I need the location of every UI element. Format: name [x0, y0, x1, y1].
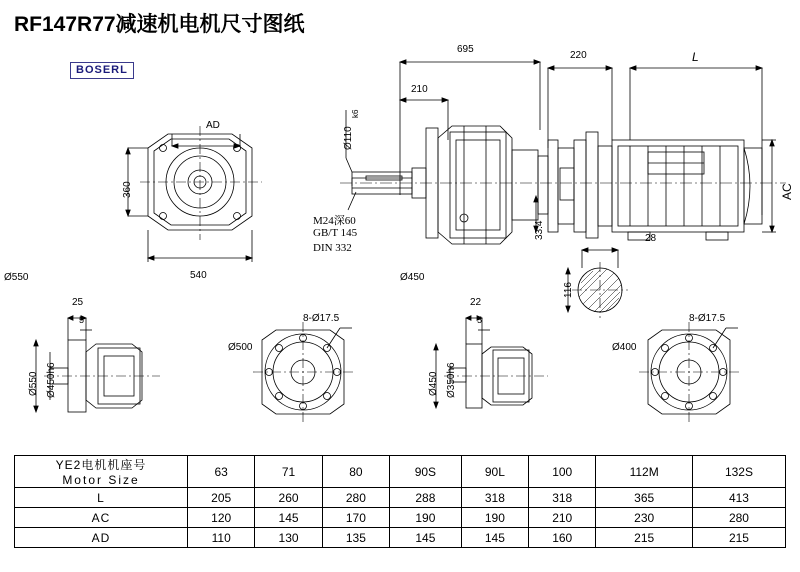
- dimension-28: 28: [645, 233, 657, 244]
- cell-AD-4: 145: [461, 528, 528, 548]
- table-col-0: 63: [188, 456, 255, 488]
- diameter-550-left: Ø550: [28, 371, 39, 396]
- bolt-holes-right: 8-Ø17.5: [689, 313, 726, 324]
- cell-AD-1: 130: [255, 528, 322, 548]
- thread-note-din332: DIN 332: [313, 242, 352, 254]
- cell-AC-2: 170: [322, 508, 389, 528]
- cell-AC-3: 190: [390, 508, 462, 528]
- dimension-AC: AC: [780, 183, 794, 200]
- table-col-4: 90L: [461, 456, 528, 488]
- table-col-3: 90S: [390, 456, 462, 488]
- row-label-AD: AD: [15, 528, 188, 548]
- page-title: RF147R77减速机电机尺寸图纸: [14, 13, 305, 36]
- brand-logo: BOSERL: [70, 62, 134, 79]
- cell-AC-4: 190: [461, 508, 528, 528]
- table-row: [15, 508, 786, 528]
- cell-L-1: 260: [255, 488, 322, 508]
- flange-diameter-550: Ø550: [4, 272, 29, 283]
- diameter-400: Ø400: [612, 342, 637, 353]
- dimension-116: 116: [563, 282, 574, 298]
- shaft-diameter-110: Ø110: [343, 126, 354, 150]
- dimension-210: 210: [411, 84, 428, 95]
- table-row: [15, 528, 786, 548]
- diameter-450-right: Ø450: [428, 371, 439, 396]
- table-col-2: 80: [322, 456, 389, 488]
- cell-AC-7: 280: [692, 508, 785, 528]
- dimension-5-left: 5: [79, 315, 85, 325]
- cell-AC-5: 210: [529, 508, 596, 528]
- dimension-25: 25: [72, 297, 84, 308]
- cell-L-0: 205: [188, 488, 255, 508]
- cell-L-7: 413: [692, 488, 785, 508]
- dimension-L: L: [692, 50, 699, 64]
- cell-L-6: 365: [596, 488, 693, 508]
- diameter-350h6-right: Ø350h6: [446, 362, 457, 398]
- row-label-L: L: [15, 488, 188, 508]
- table-col-7: 132S: [692, 456, 785, 488]
- table-row: [15, 488, 786, 508]
- cell-AD-5: 160: [529, 528, 596, 548]
- cell-AD-3: 145: [390, 528, 462, 548]
- cell-AC-1: 145: [255, 508, 322, 528]
- cell-AD-0: 110: [188, 528, 255, 548]
- cell-L-5: 318: [529, 488, 596, 508]
- bolt-holes-left: 8-Ø17.5: [303, 313, 340, 324]
- cell-L-4: 318: [461, 488, 528, 508]
- dimension-5-right: 5: [477, 315, 483, 325]
- table-col-6: 112M: [596, 456, 693, 488]
- cell-AD-6: 215: [596, 528, 693, 548]
- row-label-AC: AC: [15, 508, 188, 528]
- cell-L-2: 280: [322, 488, 389, 508]
- cell-L-3: 288: [390, 488, 462, 508]
- diameter-500: Ø500: [228, 342, 253, 353]
- dimension-540: 540: [190, 270, 207, 281]
- cell-AD-7: 215: [692, 528, 785, 548]
- thread-note-gbt145: GB/T 145: [313, 227, 358, 239]
- header-label-cn: YE2电机机座号: [55, 458, 147, 472]
- dimension-220: 220: [570, 50, 587, 61]
- diameter-450h6-left: Ø450h6: [46, 362, 57, 398]
- motor-size-table: [14, 455, 786, 548]
- dimension-695: 695: [457, 44, 474, 55]
- dimension-360: 360: [122, 181, 133, 198]
- table-col-5: 100: [529, 456, 596, 488]
- table-col-1: 71: [255, 456, 322, 488]
- flange-diameter-450: Ø450: [400, 272, 425, 283]
- cell-AC-6: 230: [596, 508, 693, 528]
- cell-AC-0: 120: [188, 508, 255, 528]
- cell-AD-2: 135: [322, 528, 389, 548]
- dimension-AD: AD: [206, 120, 220, 131]
- thread-note-m24: M24深60: [313, 215, 356, 227]
- table-header-label: [15, 456, 188, 488]
- header-label-en: Motor Size: [62, 473, 140, 487]
- dimension-22: 22: [470, 297, 482, 308]
- shaft-tolerance-k6: k6: [351, 109, 360, 118]
- dimension-33-4: 33.4: [534, 220, 545, 240]
